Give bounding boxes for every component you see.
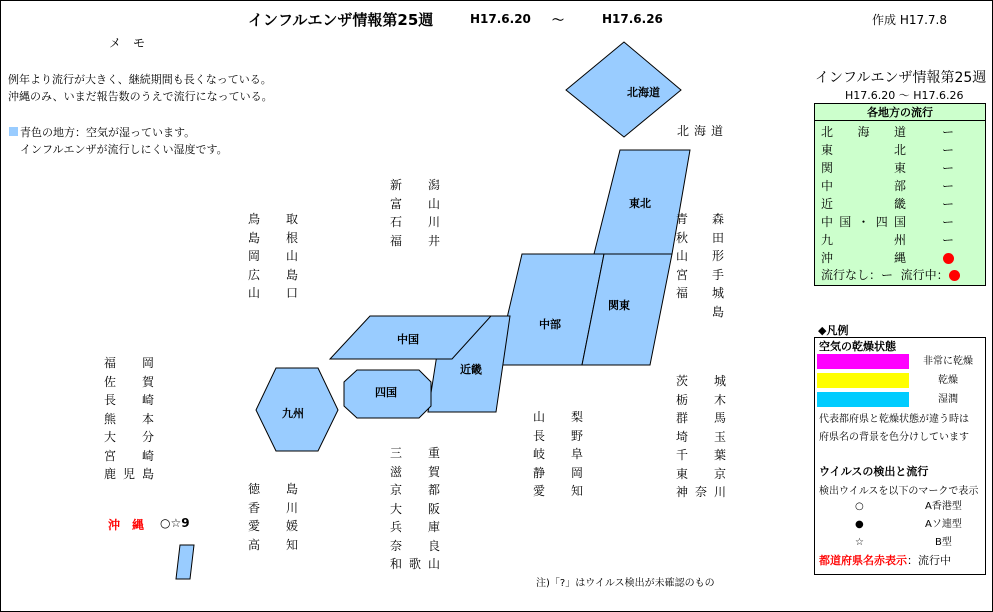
pref-shizuoka: 静岡	[533, 465, 583, 480]
pref-oita: 大分	[104, 430, 154, 444]
pref-tohoku-right-4: 手	[712, 267, 725, 282]
pref-nagano: 長野	[533, 428, 583, 443]
legend-note-2: 府県名の背景を色分けしています	[819, 432, 969, 443]
prefs-kinki	[390, 444, 440, 574]
mark-row-soviet: ● Aソ連型	[819, 517, 979, 533]
pref-tohoku-left-1: 青	[676, 212, 689, 226]
virus-desc: 検出ウイルスを以下のマークで表示	[819, 486, 979, 497]
memo-heading: メ モ	[109, 36, 146, 50]
epidemic-dot-icon	[943, 253, 954, 264]
pref-tohoku-right-1: 森	[712, 212, 725, 226]
pref-fukuoka: 福岡	[104, 356, 154, 370]
pref-tohoku-right-6: 島	[712, 304, 725, 319]
virus-title: ウイルスの検出と流行	[819, 465, 929, 478]
pref-chiba: 千葉	[676, 448, 726, 462]
mark-row-hongkong: ○ A香港型	[819, 499, 979, 515]
pref-osaka: 大阪	[390, 501, 440, 516]
region-label-chugoku: 中国	[397, 333, 419, 346]
pref-miyazaki: 宮崎	[104, 448, 154, 463]
memo-line-2: 沖縄のみ、いまだ報告数のうえで流行になっている。	[8, 90, 273, 103]
prefs-kyushu	[104, 354, 154, 484]
region-label-kyushu: 九州	[282, 407, 304, 420]
pref-yamanashi: 山梨	[533, 410, 583, 424]
region-row: 関東 ー	[821, 161, 954, 175]
swatch-very-dry	[817, 354, 909, 369]
page-title: インフルエンザ情報第25週	[248, 11, 434, 29]
region-label-kanto: 関東	[608, 299, 630, 312]
region-label-tohoku: 東北	[629, 197, 651, 210]
panel-title: インフルエンザ情報第25週	[815, 70, 987, 86]
swatch-humid	[817, 392, 909, 407]
region-table-legend	[821, 267, 981, 283]
pref-tohoku-left-4: 宮	[676, 267, 689, 282]
prefs-chubu-north	[390, 176, 440, 250]
memo-line-1: 例年より流行が大きく、継続期間も長くなっている。	[8, 73, 272, 86]
region-label-shikoku: 四国	[375, 386, 397, 399]
region-table	[814, 120, 986, 286]
humidity-line-1: 青色の地方：空気が湿っています。	[20, 126, 196, 139]
pref-mie: 三重	[390, 446, 440, 460]
legend-none: 流行なし：ー	[821, 268, 894, 282]
pref-kochi: 高知	[248, 537, 298, 552]
pref-shimane: 島根	[248, 230, 298, 245]
pref-saga: 佐賀	[104, 374, 154, 389]
pref-tohoku-right-3: 形	[712, 249, 725, 263]
pref-tohoku-right-2: 田	[712, 230, 725, 245]
pref-shiga: 滋賀	[390, 464, 440, 479]
red-name-legend: 都道府県名赤表示：流行中	[819, 554, 951, 567]
region-row: 中国・四国 ー	[821, 215, 954, 229]
pref-yamaguchi: 山口	[248, 286, 298, 300]
open-circle-icon: ○	[855, 501, 864, 512]
pref-fukui: 福井	[390, 233, 440, 248]
pref-nara: 奈良	[390, 538, 440, 553]
panel-period: H17.6.20 ～ H17.6.26	[845, 89, 964, 102]
pref-ehime: 愛媛	[248, 519, 298, 533]
region-row: 北海道 ー	[821, 125, 954, 139]
pref-nagasaki: 長崎	[104, 393, 154, 407]
okinawa-virus-marks: ○☆9	[160, 516, 190, 530]
pref-hyogo: 兵庫	[390, 520, 440, 534]
pref-tottori: 鳥取	[248, 212, 298, 226]
prefs-tohoku-left	[676, 210, 688, 303]
region-label-chubu: 中部	[539, 318, 561, 331]
period-start: H17.6.20	[470, 12, 531, 26]
virus-note: 注)「?」はウイルス検出が未確認のもの	[536, 578, 715, 589]
region-row: 近畿 ー	[821, 197, 954, 211]
pref-kanagawa: 神奈川	[676, 485, 726, 499]
pref-tohoku-left-2: 秋	[676, 230, 689, 245]
swatch-dry-label: 乾燥	[938, 375, 958, 386]
pref-saitama: 埼玉	[676, 429, 726, 444]
prefs-tohoku-right	[712, 210, 724, 321]
pref-wakayama: 和歌山	[390, 557, 440, 571]
region-label-hokkaido: 北海道	[627, 86, 660, 99]
epidemic-dot-icon	[949, 270, 960, 281]
pref-toyama: 富山	[390, 196, 440, 211]
region-hokkaido	[566, 42, 681, 137]
region-label-kinki: 近畿	[460, 363, 482, 376]
swatch-very-dry-label: 非常に乾燥	[923, 356, 973, 367]
pref-ishikawa: 石川	[390, 215, 440, 229]
region-table-title: 各地方の流行	[814, 103, 986, 121]
pref-ibaraki: 茨城	[676, 374, 726, 388]
pref-tohoku-right-5: 城	[712, 286, 725, 300]
prefs-shikoku	[248, 480, 298, 554]
pref-aichi: 愛知	[533, 484, 583, 498]
legend-active: 流行中：	[900, 268, 949, 282]
star-icon: ☆	[855, 537, 864, 548]
swatch-dry	[817, 373, 909, 388]
legend-note-1: 代表都府県と乾燥状態が違う時は	[819, 414, 969, 425]
pref-niigata: 新潟	[390, 178, 440, 192]
region-okinawa	[176, 545, 194, 579]
prefs-chubu-south	[533, 408, 583, 501]
okinawa-label: 沖 縄	[108, 518, 145, 532]
pref-tochigi: 栃木	[676, 392, 726, 407]
pref-hiroshima: 広島	[248, 267, 298, 282]
filled-circle-icon: ●	[855, 519, 864, 530]
hokkaido-pref-label: 北海道	[677, 124, 729, 138]
pref-gifu: 岐阜	[533, 447, 583, 461]
pref-tohoku-left-5: 福	[676, 286, 689, 300]
pref-gunma: 群馬	[676, 411, 726, 425]
region-row: 東北 ー	[821, 143, 954, 157]
prefs-chugoku	[248, 210, 298, 303]
legend-box	[814, 337, 986, 575]
pref-kagoshima: 鹿児島	[104, 467, 154, 481]
humidity-line-2: インフルエンザが流行しにくい湿度です。	[20, 143, 228, 156]
region-row: 中部 ー	[821, 179, 954, 193]
swatch-humid-label: 湿潤	[938, 394, 958, 405]
pref-tokushima: 徳島	[248, 482, 298, 496]
pref-tokyo: 東京	[676, 466, 726, 481]
created-date: 作成 H17.7.8	[872, 13, 948, 27]
period-end: H17.6.26	[602, 12, 663, 26]
region-row: 沖縄	[821, 249, 979, 267]
prefs-kanto	[676, 372, 726, 502]
dryness-title: 空気の乾燥状態	[819, 340, 896, 353]
period-tilde: ～	[552, 13, 565, 27]
pref-kyoto: 京都	[390, 483, 440, 497]
legend-heading: ◆凡例	[818, 324, 849, 337]
mark-row-b: ☆ B型	[819, 535, 979, 551]
pref-kumamoto: 熊本	[104, 411, 154, 426]
pref-tohoku-left-3: 山	[676, 249, 689, 263]
pref-kagawa: 香川	[248, 500, 298, 515]
region-row: 九州 ー	[821, 233, 954, 247]
pref-okayama: 岡山	[248, 249, 298, 263]
